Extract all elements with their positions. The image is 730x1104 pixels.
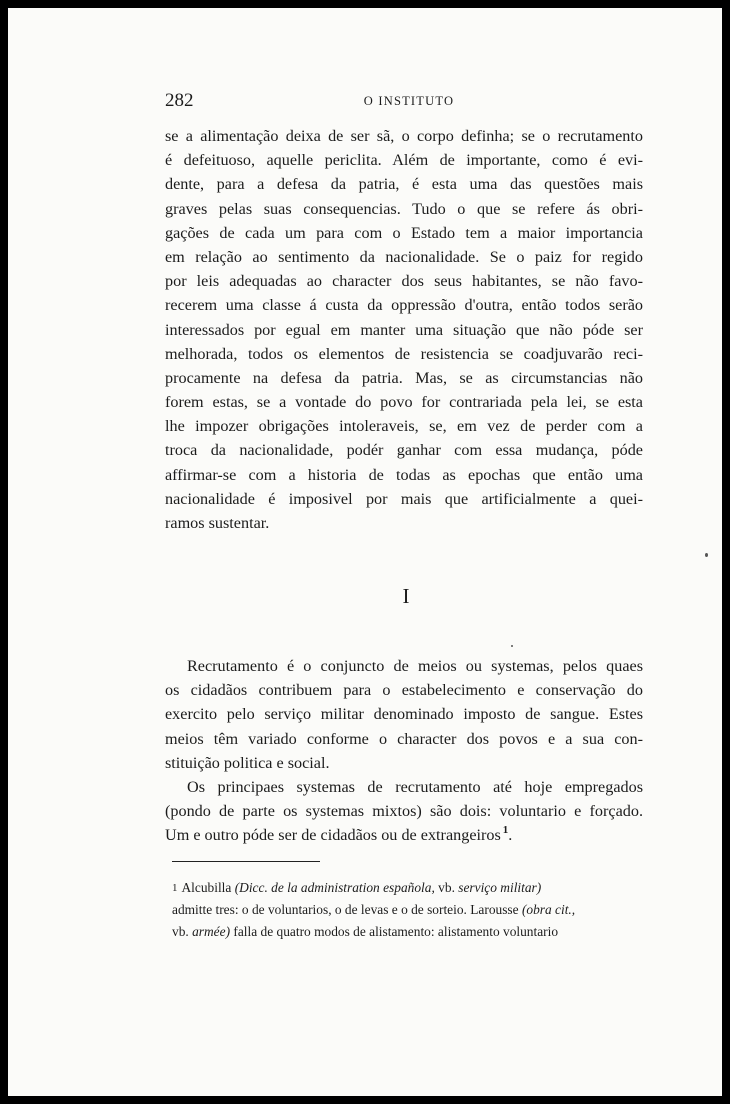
footnote — [172, 877, 638, 943]
intro-paragraph — [165, 124, 643, 535]
text-line: é defeituoso, aquelle periclita. Além de importante, como é evi- — [165, 151, 643, 170]
text-line: affirmar-se com a historia de todas as epochas que então uma — [165, 465, 643, 484]
footnote-citation: (Dicc. de la administration española, — [234, 880, 435, 895]
footnote-citation: serviço militar) — [458, 880, 542, 895]
footnote-text: vb. — [438, 880, 455, 895]
text-line: ramos sustentar. — [165, 514, 270, 532]
text-line: recerem uma classe á custa da oppressão d'outra, então todos serão — [165, 296, 643, 315]
paper-speck — [511, 645, 513, 647]
text-line: stituição politica e social. — [165, 753, 330, 772]
section-numeral: I — [402, 584, 410, 608]
text-line-content: Um e outro póde ser de cidadãos ou de extrangeiros — [165, 826, 501, 845]
footnote-divider — [172, 861, 320, 862]
paper-speck — [705, 553, 708, 557]
text-line: meios têm variado conforme o character dos povos e a sua con- — [165, 729, 643, 748]
text-line: Os principaes systemas de recrutamento até hoje empregados — [187, 777, 643, 796]
text-line: dente, para a defesa da patria, é esta uma das questões mais — [165, 175, 643, 194]
footnote-reference: 1 — [502, 824, 509, 837]
footnote-line — [172, 877, 638, 899]
text-line: Recrutamento é o conjuncto de meios ou systemas, pelos quaes — [187, 657, 643, 675]
footnote-line — [172, 899, 638, 921]
running-title: O INSTITUTO — [363, 94, 455, 108]
text-line: lhe impozer obrigações intoleraveis, se, em vez de perder com a — [165, 417, 643, 436]
text-line: os cidadãos contribuem para o estabelecimento e conservação do — [165, 681, 643, 700]
text-line: por leis adequadas ao character dos seus habitantes, se não favo- — [165, 272, 643, 291]
footnote-citation: (obra cit., — [521, 902, 576, 917]
section-paragraph — [165, 654, 643, 848]
text-line: procamente na defesa da patria. Mas, se as circumstancias não — [165, 368, 643, 387]
page-header — [165, 90, 643, 116]
text-line: interessados por egual em manter uma situação que não póde ser — [165, 320, 643, 339]
text-line: melhorada, todos os elementos de resistencia se coadjuvarão reci- — [165, 344, 643, 363]
text-line: se a alimentação deixa de ser sã, o corpo definha; se o recrutamento — [165, 127, 643, 145]
footnote-text: falla de quatro modos de alistamento: alistamento voluntario — [233, 924, 559, 939]
text-line: gações de cada um para com o Estado tem a maior importancia — [165, 223, 643, 242]
text-line: em relação ao sentimento da nacionalidade. Se o paiz for regido — [165, 247, 643, 266]
text-line: forem estas, se a vontade do povo for contrariada pela lei, se esta — [165, 393, 643, 412]
footnote-text: Alcubilla — [181, 880, 232, 895]
text-line: graves pelas suas consequencias. Tudo o que se refere ás obri- — [165, 199, 643, 218]
footnote-citation: armée) — [192, 924, 231, 939]
footnote-text: vb. — [172, 924, 189, 939]
text-line: (pondo de parte os systemas mixtos) são dois: voluntario e forçado. — [165, 802, 643, 821]
text-line: exercito pelo serviço militar denominado imposto de sangue. Estes — [165, 705, 643, 724]
text-line: troca da nacionalidade, podér ganhar com essa mudança, póde — [165, 441, 643, 460]
text-line: nacionalidade é imposivel por mais que artificialmente a quei- — [165, 489, 643, 508]
footnote-mark: 1 — [172, 882, 178, 894]
footnote-line — [172, 921, 638, 943]
footnote-text: admitte tres: o de voluntarios, o de levas e o de sorteio. Larousse — [172, 902, 519, 917]
text-line: Um e outro póde ser de cidadãos ou de extrangeiros $^1$. — [165, 824, 513, 845]
page-number: 282 — [165, 90, 194, 111]
